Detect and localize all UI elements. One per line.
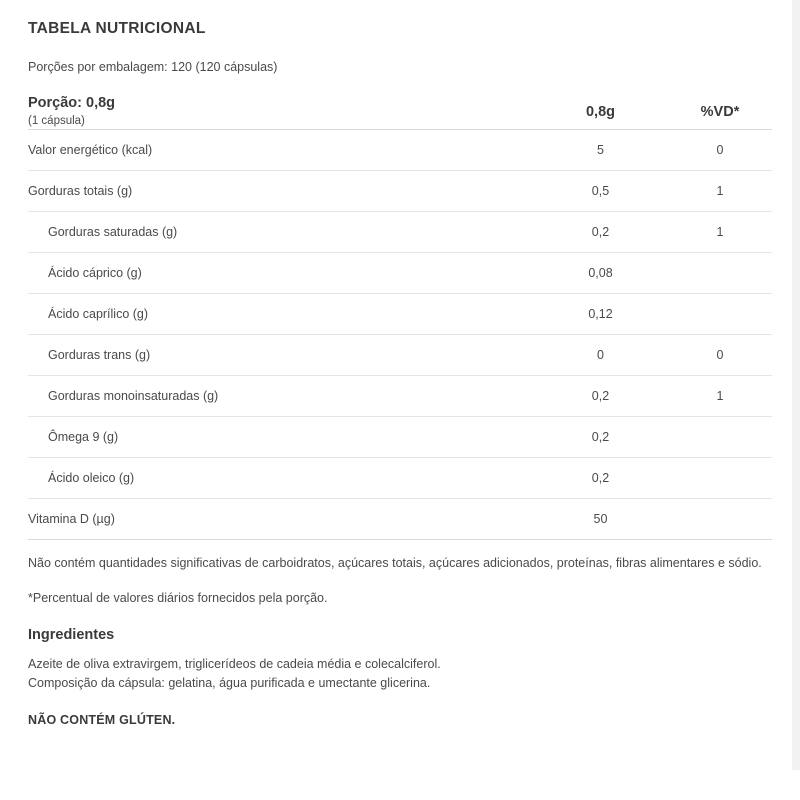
nutrient-name: Gorduras trans (g)	[28, 335, 533, 376]
nutrient-vd: 1	[668, 376, 772, 417]
nutrient-vd: 1	[668, 171, 772, 212]
nutrition-table	[28, 94, 772, 540]
nutrient-amount: 0,2	[533, 376, 668, 417]
nutrient-amount: 50	[533, 499, 668, 540]
nutrient-name: Ômega 9 (g)	[28, 417, 533, 458]
table-row	[28, 499, 772, 540]
nutrient-name: Gorduras monoinsaturadas (g)	[28, 376, 533, 417]
nutrient-vd	[668, 499, 772, 540]
note-not-significant: Não contém quantidades significativas de carboidratos, açúcares totais, açúcares adicionados, proteínas, fibras alimentares e sódio.	[28, 556, 762, 571]
nutrient-amount: 0,2	[533, 458, 668, 499]
nutrient-amount: 0	[533, 335, 668, 376]
table-row	[28, 458, 772, 499]
nutrient-name: Ácido cáprico (g)	[28, 253, 533, 294]
portion-label: Porção: 0,8g	[28, 95, 116, 111]
column-header-vd: %VD*	[668, 94, 772, 130]
nutrient-vd	[668, 294, 772, 335]
nutrient-amount: 5	[533, 130, 668, 171]
table-row	[28, 335, 772, 376]
nutrient-amount: 0,2	[533, 417, 668, 458]
nutrient-amount: 0,12	[533, 294, 668, 335]
nutrient-vd: 1	[668, 212, 772, 253]
ingredients-line-2: Composição da cápsula: gelatina, água purificada e umectante glicerina.	[28, 676, 431, 691]
ingredients-title: Ingredientes	[28, 627, 115, 644]
table-row	[28, 253, 772, 294]
table-row	[28, 376, 772, 417]
page-title: TABELA NUTRICIONAL	[28, 20, 206, 37]
nutrient-name: Valor energético (kcal)	[28, 130, 533, 171]
nutrient-vd	[668, 253, 772, 294]
note-daily-values: *Percentual de valores diários fornecidos pela porção.	[28, 591, 328, 606]
table-row	[28, 212, 772, 253]
table-row	[28, 171, 772, 212]
nutrition-table-body	[28, 94, 772, 540]
ingredients-line-1: Azeite de oliva extravirgem, triglicerídeos de cadeia média e colecalciferol.	[28, 657, 441, 672]
table-row	[28, 130, 772, 171]
nutrient-name: Ácido caprílico (g)	[28, 294, 533, 335]
page-right-edge	[777, 0, 800, 800]
portion-cell	[28, 94, 533, 130]
nutrient-amount: 0,5	[533, 171, 668, 212]
nutrient-amount: 0,08	[533, 253, 668, 294]
nutrient-name: Gorduras totais (g)	[28, 171, 533, 212]
ingredients-body	[28, 655, 772, 693]
table-header-row	[28, 94, 772, 130]
gluten-free-notice: NÃO CONTÉM GLÚTEN.	[28, 712, 176, 727]
nutrient-name: Ácido oleico (g)	[28, 458, 533, 499]
servings-per-package: Porções por embalagem: 120 (120 cápsulas)	[28, 60, 278, 74]
portion-sublabel: (1 cápsula)	[28, 115, 85, 128]
table-row	[28, 294, 772, 335]
nutrient-vd: 0	[668, 130, 772, 171]
nutrient-vd	[668, 458, 772, 499]
nutrient-amount: 0,2	[533, 212, 668, 253]
nutrient-vd	[668, 417, 772, 458]
nutrient-name: Vitamina D (µg)	[28, 499, 533, 540]
nutrient-vd: 0	[668, 335, 772, 376]
table-row	[28, 417, 772, 458]
column-header-amount: 0,8g	[533, 94, 668, 130]
nutrient-name: Gorduras saturadas (g)	[28, 212, 533, 253]
